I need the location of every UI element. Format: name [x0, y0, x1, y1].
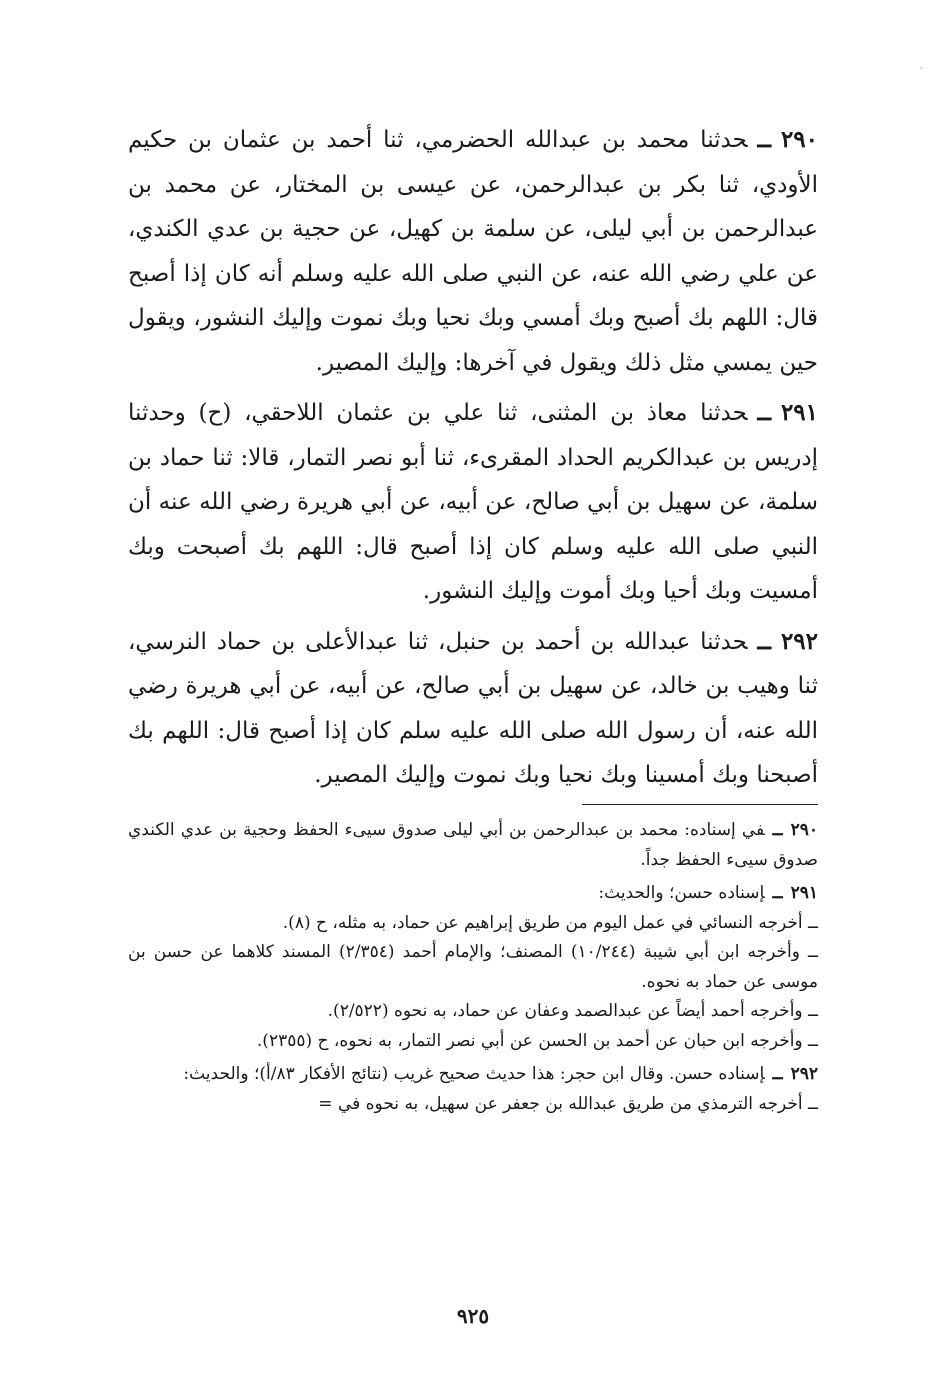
footnote-dash: ــ: [772, 1064, 783, 1084]
hadith-number: ٢٩٢: [780, 627, 818, 655]
footnote-subline: ــ وأخرجه ابن أبي شيبة (١٠/٢٤٤) المصنف؛ والإمام أحمد (٢/٣٥٤) المسند كلاهما عن حسن بن موسى عن حماد به نحوه.: [128, 942, 818, 992]
margin-mark: ': [920, 66, 923, 75]
footnote-291: [128, 879, 818, 1056]
page-number: ٩٢٥: [456, 1304, 490, 1328]
hadith-body: حدثنا معاذ بن المثنى، ثنا علي بن عثمان اللاحقي، (ح) وحدثنا إدريس بن عبدالكريم الحداد المقرىء، ثنا أبو نصر التمار، قالا: ثنا حماد بن سلمة، عن سهيل بن أبي صالح، عن أبيه، عن أبي هريرة رضي الله عنه أن النبي صلى الله عليه وسلم كان إذا أصبح قال: اللهم بك أصبحت وبك أمسيت وبك أحيا وبك أموت وإليك النشور.: [128, 400, 818, 604]
hadith-number: ٢٩٠: [780, 126, 818, 153]
footnote-text: إسناده حسن. وقال ابن حجر: هذا حديث صحيح غريب (نتائج الأفكار ٨٣/أ)؛ والحديث:: [183, 1064, 765, 1084]
footnote-subline: ــ وأخرجه أحمد أيضاً عن عبدالصمد وعفان عن حماد، به نحوه (٢/٥٢٢).: [327, 1001, 818, 1021]
hadith-body: حدثنا محمد بن عبدالله الحضرمي، ثنا أحمد بن عثمان بن حكيم الأودي، ثنا بكر بن عبدالرحمن، عن عيسى بن المختار، عن محمد بن عبدالرحمن بن أبي ليلى، عن سلمة بن كهيل، عن حجية بن عدي الكندي، عن علي رضي الله عنه، عن النبي صلى الله عليه وسلم أنه كان إذا أصبح قال: اللهم بك أصبح وبك أمسي وبك نحيا وبك نموت وإليك النشور، ويقول حين يمسي مثل ذلك ويقول في آخرها: وإليك المصير.: [128, 127, 818, 376]
footnote-text: إسناده حسن؛ والحديث:: [598, 883, 765, 903]
hadith-292: [128, 620, 818, 798]
footnote-number: ٢٩٢: [790, 1064, 818, 1084]
hadith-290: [128, 118, 818, 385]
footnote-number: ٢٩٠: [790, 820, 818, 840]
hadith-number: ٢٩١: [780, 399, 818, 426]
hadith-dash: ــ: [757, 399, 771, 426]
footnote-290: [128, 816, 818, 875]
hadith-text-block: [128, 118, 818, 804]
footnote-dash: ــ: [772, 883, 783, 903]
footnotes-block: [128, 816, 818, 1123]
hadith-body: حدثنا عبدالله بن أحمد بن حنبل، ثنا عبدالأعلى بن حماد النرسي، ثنا وهيب بن خالد، عن سهيل بن أبي صالح، عن أبيه، عن أبي هريرة رضي الله عنه، أن رسول الله صلى الله عليه سلم كان إذا أصبح قال: اللهم بك أصبحنا وبك أمسينا وبك نحيا وبك نموت وإليك المصير.: [128, 628, 818, 788]
footnote-subline: ــ أخرجه الترمذي من طريق عبدالله بن جعفر عن سهيل، به نحوه في =: [318, 1093, 818, 1114]
footnote-line: [128, 1060, 818, 1090]
footnote-line: [128, 816, 818, 875]
footnote-divider: [582, 804, 818, 805]
footnote-number: ٢٩١: [790, 883, 818, 903]
footnote-dash: ــ: [772, 820, 783, 840]
footnote-line: [128, 879, 818, 909]
footnote-292: [128, 1060, 818, 1119]
hadith-dash: ــ: [757, 126, 771, 153]
footnote-text: في إسناده: محمد بن عبدالرحمن بن أبي ليلى صدوق سيىء الحفظ وحجية بن عدي الكندي صدوق سيىء الحفظ جداً.: [128, 820, 818, 870]
hadith-dash: ــ: [757, 627, 771, 655]
footnote-subline: ــ أخرجه النسائي في عمل اليوم من طريق إبراهيم عن حماد، به مثله، ح (٨).: [282, 912, 818, 933]
hadith-291: [128, 391, 818, 614]
footnote-subline: ــ وأخرجه ابن حبان عن أحمد بن الحسن عن أبي نصر التمار، به نحوه، ح (٢٣٥٥).: [256, 1030, 818, 1051]
